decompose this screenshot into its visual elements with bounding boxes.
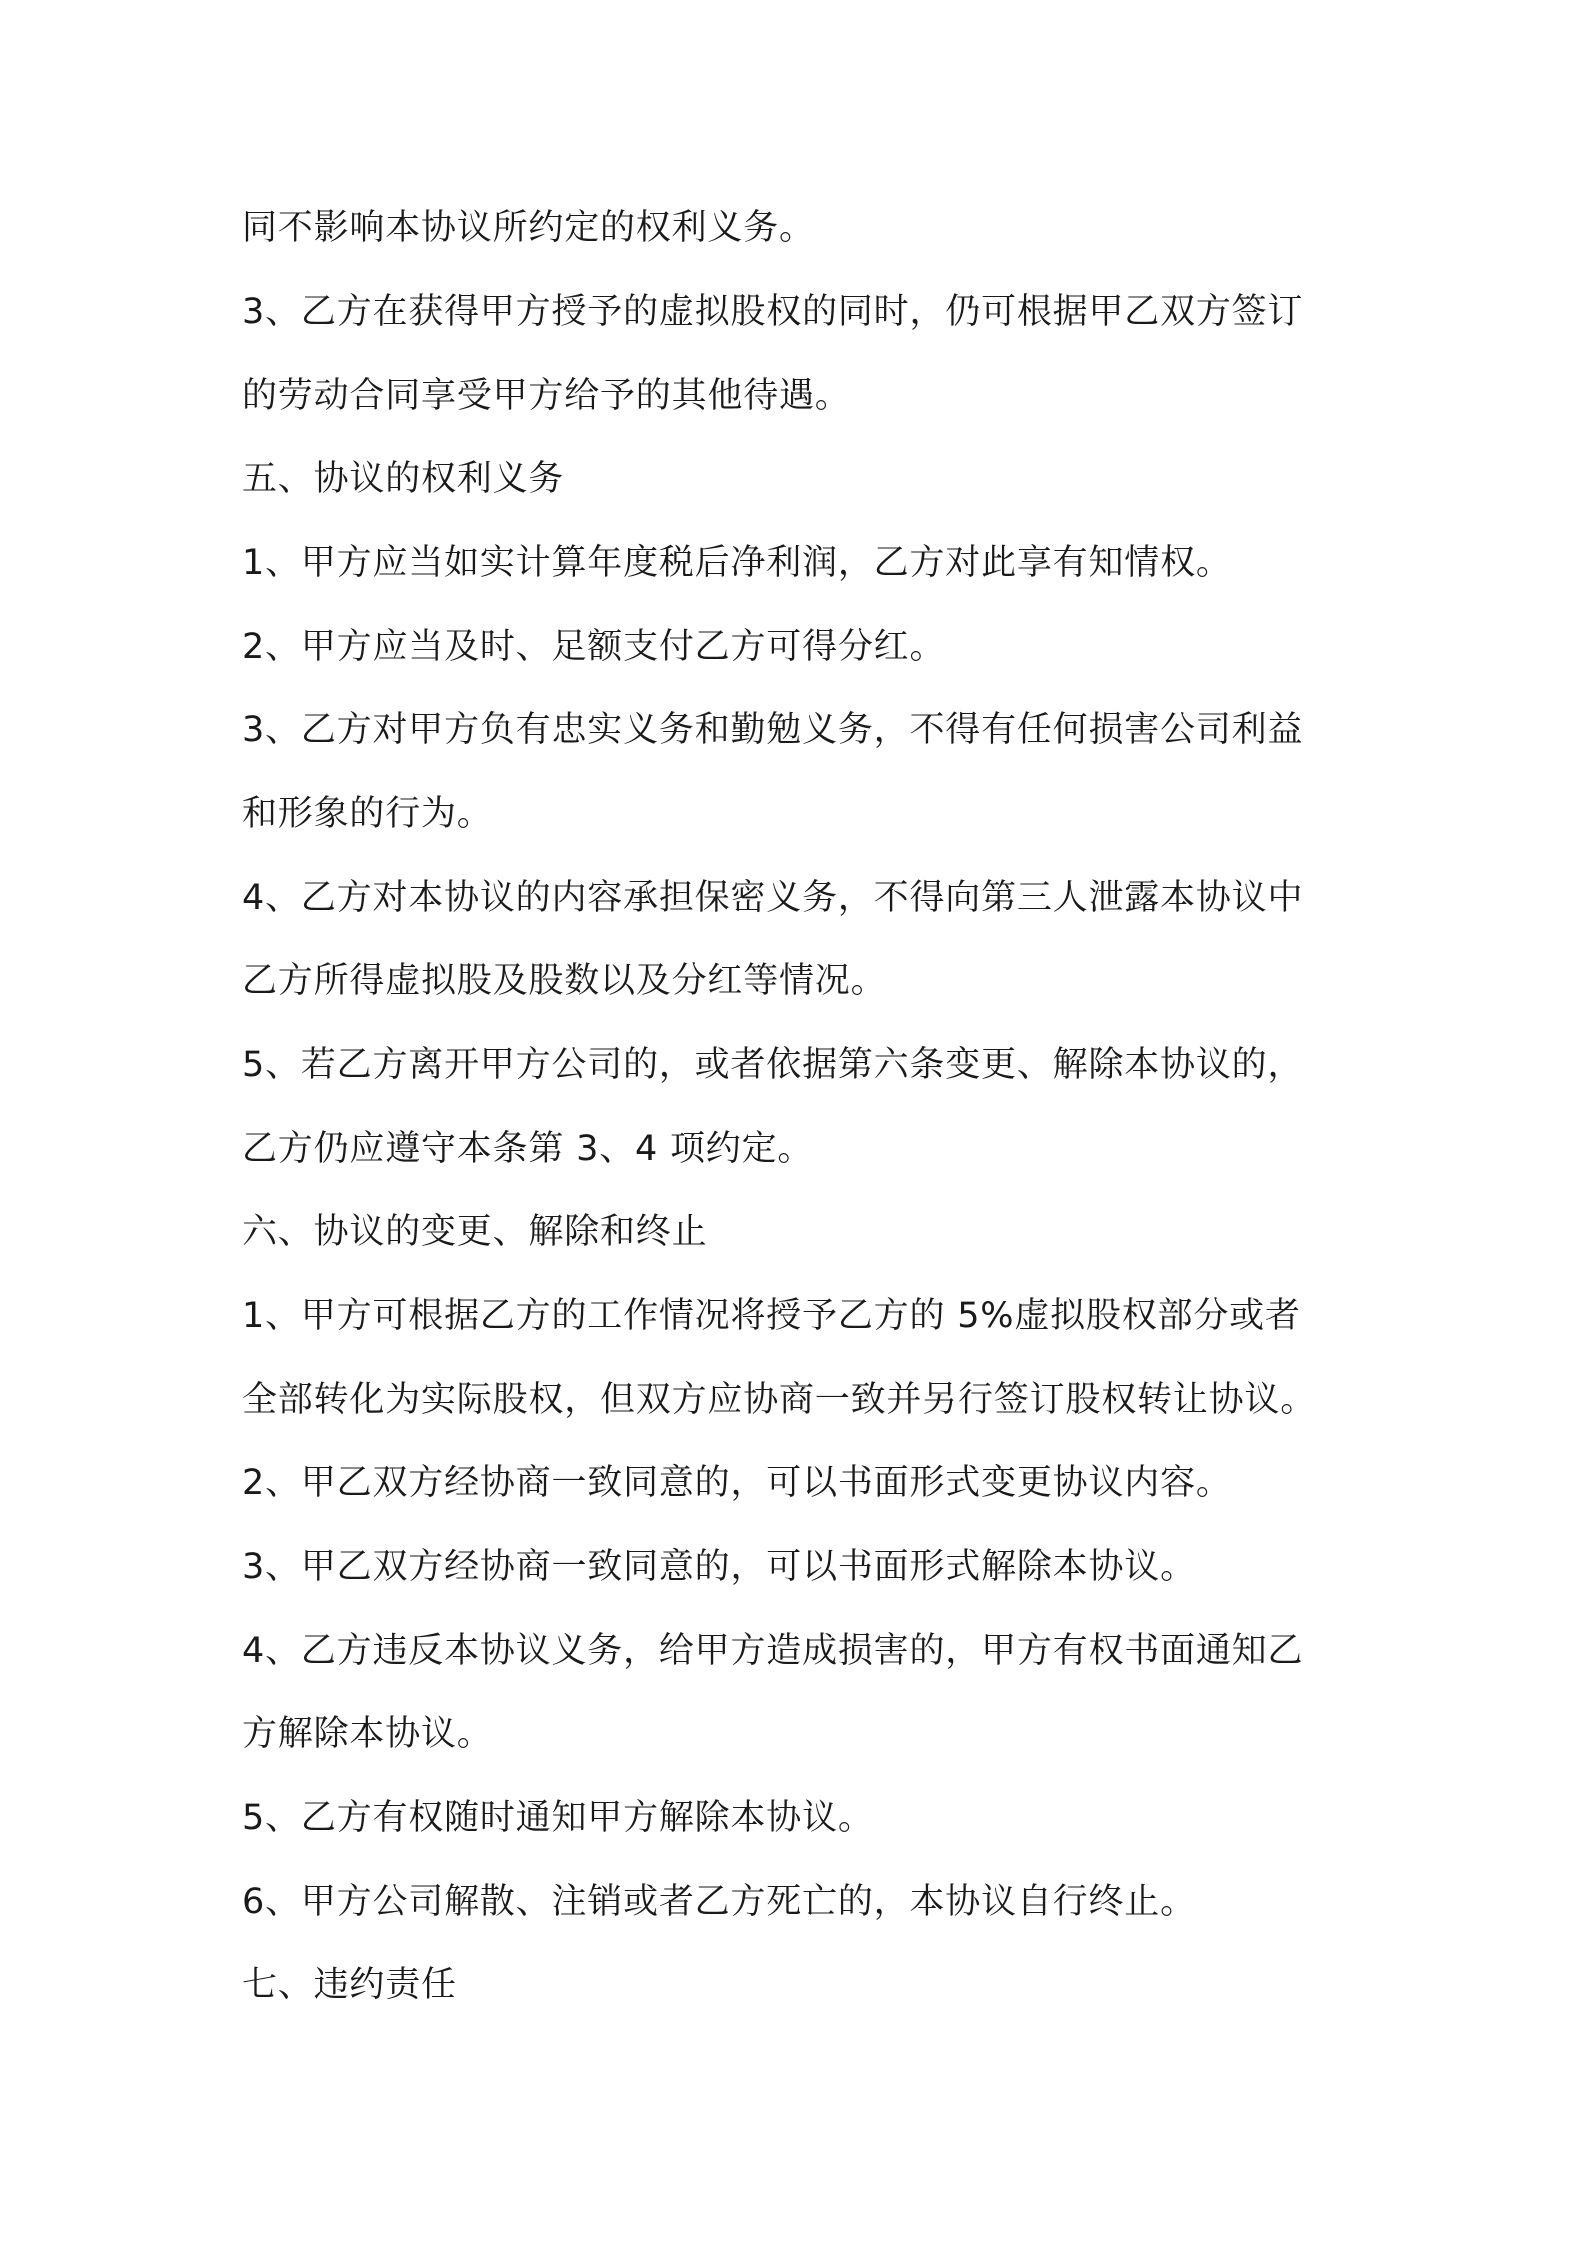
text-line: 和形象的行为。	[242, 794, 493, 834]
section-heading: 五、协议的权利义务	[242, 459, 565, 499]
section-heading: 六、协议的变更、解除和终止	[242, 1212, 708, 1252]
text-line: 1、甲方可根据乙方的工作情况将授予乙方的 5%虚拟股权部分或者	[242, 1296, 1301, 1336]
text-line: 3、乙方在获得甲方授予的虚拟股权的同时，仍可根据甲乙双方签订	[242, 292, 1304, 332]
text-line: 3、乙方对甲方负有忠实义务和勤勉义务，不得有任何损害公司利益	[242, 710, 1304, 750]
text-line: 2、甲方应当及时、足额支付乙方可得分红。	[242, 627, 946, 667]
text-line: 1、甲方应当如实计算年度税后净利润，乙方对此享有知情权。	[242, 543, 1232, 583]
text-line: 全部转化为实际股权，但双方应协商一致并另行签订股权转让协议。	[242, 1380, 1317, 1420]
text-line: 6、甲方公司解散、注销或者乙方死亡的，本协议自行终止。	[242, 1882, 1196, 1922]
text-line: 方解除本协议。	[242, 1714, 493, 1754]
text-line: 乙方仍应遵守本条第 3、4 项约定。	[242, 1129, 814, 1169]
text-line: 同不影响本协议所约定的权利义务。	[242, 208, 815, 248]
text-line: 乙方所得虚拟股及股数以及分红等情况。	[242, 961, 887, 1001]
text-line: 4、乙方违反本协议义务，给甲方造成损害的，甲方有权书面通知乙	[242, 1631, 1304, 1671]
text-line: 2、甲乙双方经协商一致同意的，可以书面形式变更协议内容。	[242, 1463, 1232, 1503]
text-line: 4、乙方对本协议的内容承担保密义务，不得向第三人泄露本协议中	[242, 878, 1304, 918]
text-line: 的劳动合同享受甲方给予的其他待遇。	[242, 376, 851, 416]
text-line: 5、若乙方离开甲方公司的，或者依据第六条变更、解除本协议的，	[242, 1045, 1304, 1085]
text-line: 3、甲乙双方经协商一致同意的，可以书面形式解除本协议。	[242, 1547, 1196, 1587]
section-heading: 七、违约责任	[242, 1965, 457, 2005]
text-line: 5、乙方有权随时通知甲方解除本协议。	[242, 1798, 874, 1838]
